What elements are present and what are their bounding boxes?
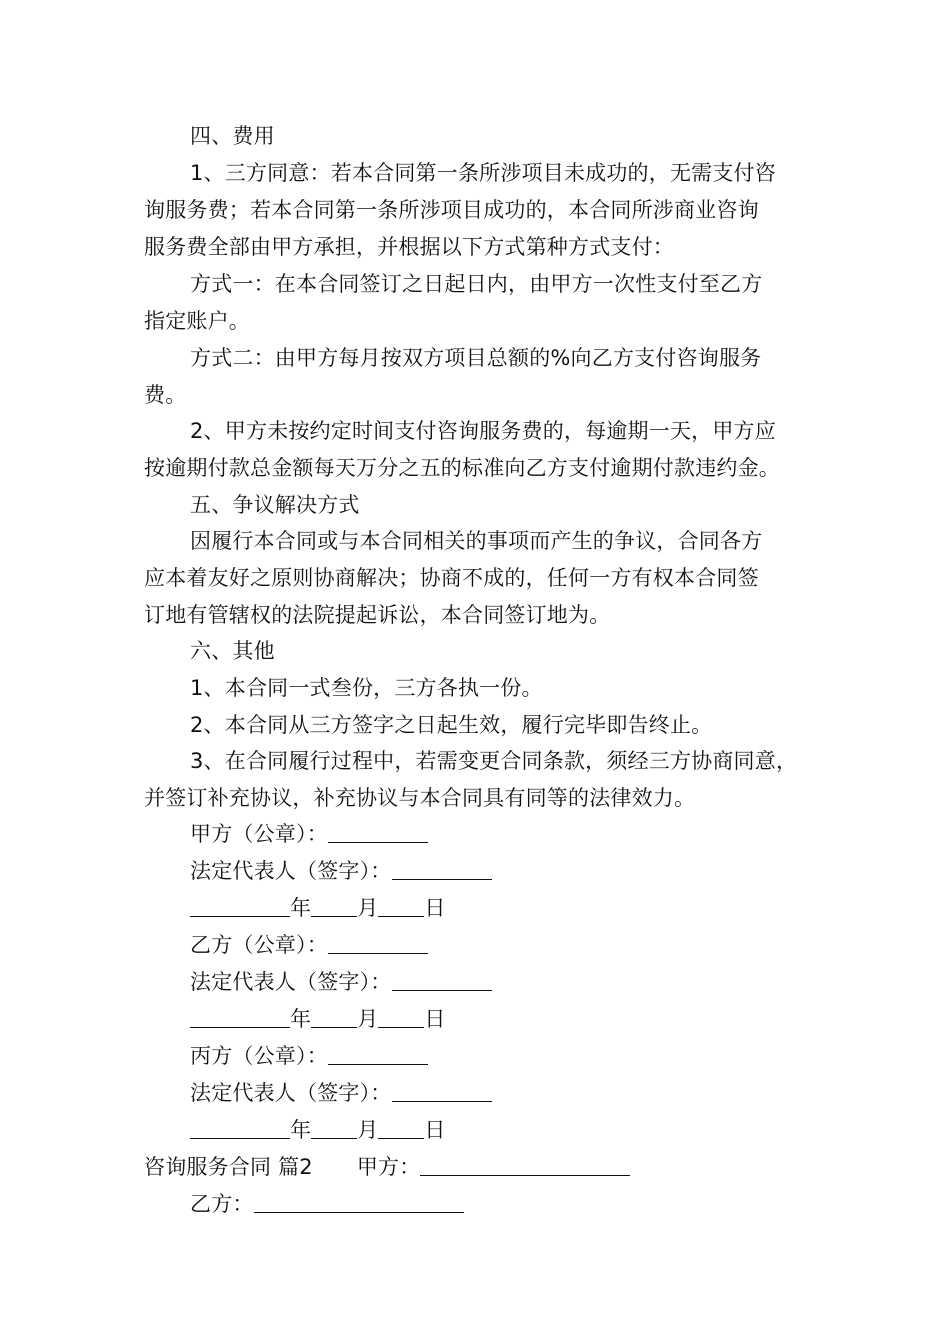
legal-rep-blank (392, 968, 492, 991)
party-b-seal-line (190, 927, 870, 963)
legal-rep-line (190, 853, 870, 889)
legal-rep-line (190, 1075, 870, 1111)
month-label: 月 (357, 1118, 379, 1142)
party-b-seal-label: 乙方（公章）： (190, 933, 328, 957)
legal-rep-blank (392, 1079, 492, 1102)
year-blank (190, 1005, 290, 1028)
month-blank (311, 894, 357, 917)
party-c-seal-line (190, 1038, 870, 1074)
paragraph-line: 2、本合同从三方签字之日起生效，履行完毕即告终止。 (190, 713, 713, 737)
day-label: 日 (424, 1007, 446, 1031)
year-label: 年 (290, 1118, 312, 1142)
party-a-seal-blank (328, 820, 428, 843)
legal-rep-line (190, 964, 870, 1000)
date-line (190, 1112, 870, 1148)
paragraph-line: 3、在合同履行过程中，若需变更合同条款，须经三方协商同意， (190, 749, 798, 773)
party-a-seal-line (190, 816, 870, 852)
month-blank (311, 1116, 357, 1139)
day-label: 日 (424, 896, 446, 920)
paragraph-line: 方式二：由甲方每月按双方项目总额的%向乙方支付咨询服务 (190, 346, 762, 370)
paragraph-line: 指定账户。 (144, 309, 250, 333)
paragraph-line: 1、三方同意：若本合同第一条所涉项目未成功的，无需支付咨 (190, 161, 776, 185)
day-blank (378, 1005, 424, 1028)
next-party-a-blank (420, 1153, 630, 1176)
month-blank (311, 1005, 357, 1028)
next-contract-title: 咨询服务合同 篇2 (144, 1155, 313, 1179)
legal-rep-label: 法定代表人（签字）： (190, 1081, 392, 1105)
party-b-seal-blank (328, 931, 428, 954)
legal-rep-label: 法定代表人（签字）： (190, 970, 392, 994)
next-party-b-blank (254, 1190, 464, 1213)
party-a-seal-label: 甲方（公章）： (190, 822, 328, 846)
paragraph-line: 1、本合同一式叁份，三方各执一份。 (190, 676, 543, 700)
legal-rep-label: 法定代表人（签字）： (190, 859, 392, 883)
legal-rep-blank (392, 857, 492, 880)
next-party-b-line (190, 1186, 870, 1222)
paragraph-line: 方式一：在本合同签订之日起日内，由甲方一次性支付至乙方 (190, 272, 763, 296)
paragraph-line: 应本着友好之原则协商解决；协商不成的，任何一方有权本合同签 (144, 566, 759, 590)
section-heading-dispute: 五、争议解决方式 (190, 493, 360, 517)
section-heading-other: 六、其他 (190, 639, 275, 663)
paragraph-line: 因履行本合同或与本合同相关的事项而产生的争议，合同各方 (190, 529, 763, 553)
day-blank (378, 894, 424, 917)
paragraph-line: 按逾期付款总金额每天万分之五的标准向乙方支付逾期付款违约金。 (144, 456, 780, 480)
date-line (190, 1001, 870, 1037)
paragraph-line: 费。 (144, 383, 187, 407)
year-blank (190, 894, 290, 917)
party-c-seal-blank (328, 1042, 428, 1065)
party-c-seal-label: 丙方（公章）： (190, 1044, 328, 1068)
day-blank (378, 1116, 424, 1139)
next-contract-line (144, 1149, 824, 1185)
date-line (190, 890, 870, 926)
year-blank (190, 1116, 290, 1139)
paragraph-line: 服务费全部由甲方承担，并根据以下方式第种方式支付： (144, 235, 674, 259)
next-party-a-label: 甲方： (356, 1155, 421, 1179)
paragraph-line: 2、甲方未按约定时间支付咨询服务费的，每逾期一天，甲方应 (190, 419, 776, 443)
year-label: 年 (290, 896, 312, 920)
section-heading-fees: 四、费用 (190, 124, 275, 148)
year-label: 年 (290, 1007, 312, 1031)
paragraph-line: 询服务费；若本合同第一条所涉项目成功的，本合同所涉商业咨询 (144, 198, 759, 222)
month-label: 月 (357, 1007, 379, 1031)
month-label: 月 (357, 896, 379, 920)
day-label: 日 (424, 1118, 446, 1142)
paragraph-line: 订地有管辖权的法院提起诉讼，本合同签订地为。 (144, 603, 611, 627)
next-party-b-label: 乙方： (190, 1192, 254, 1216)
paragraph-line: 并签订补充协议，补充协议与本合同具有同等的法律效力。 (144, 786, 696, 810)
